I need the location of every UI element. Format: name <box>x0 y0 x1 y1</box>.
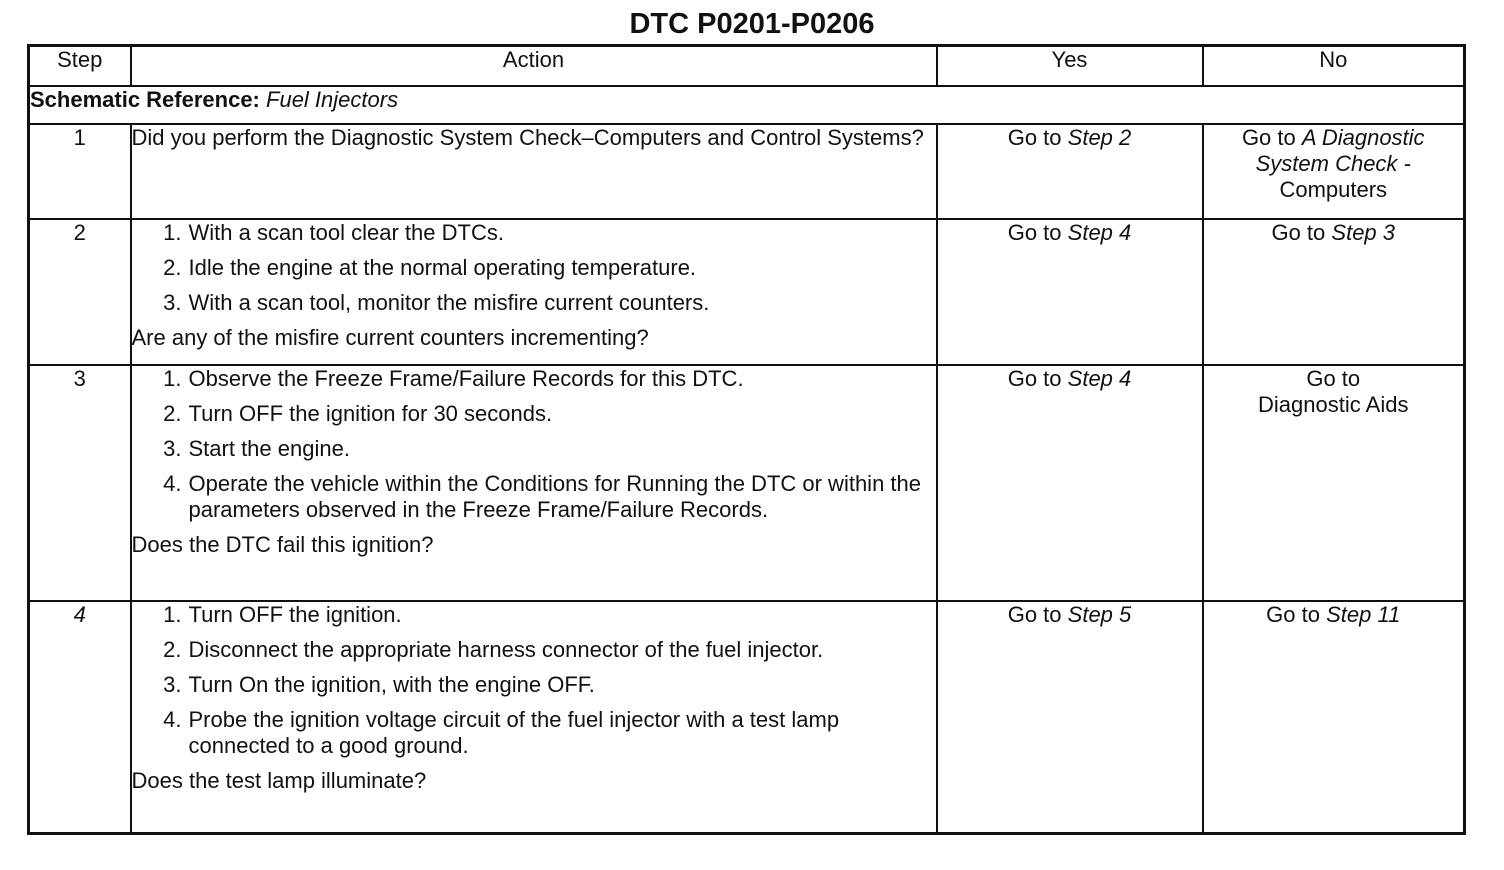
list-item: 1. Observe the Freeze Frame/Failure Records for this DTC. <box>163 366 744 391</box>
step-number: 3 <box>29 365 131 601</box>
list-item: 3. Start the engine. <box>163 436 350 461</box>
action-cell <box>131 124 937 219</box>
schematic-label: Schematic Reference: <box>30 87 260 112</box>
table-row <box>29 365 1465 601</box>
schematic-row <box>29 86 1465 124</box>
list-item: 3. With a scan tool, monitor the misfire current counters. <box>163 290 710 315</box>
no-target-link[interactable]: Step 3 <box>1331 220 1396 245</box>
step-number: 1 <box>29 124 131 219</box>
header-step: Step <box>29 46 131 87</box>
no-cell <box>1203 124 1465 219</box>
no-cell <box>1203 219 1465 365</box>
table-row <box>29 601 1465 833</box>
action-cell <box>131 365 937 601</box>
action-cell <box>131 219 937 365</box>
list-item: 2. Turn OFF the ignition for 30 seconds. <box>163 401 553 426</box>
no-suffix: Computers <box>1279 177 1388 202</box>
yes-target-link[interactable]: Step 5 <box>1067 602 1132 627</box>
action-question: Did you perform the Diagnostic System Check–Computers and Control Systems? <box>131 125 924 150</box>
header-row <box>29 46 1465 87</box>
no-cell <box>1203 601 1465 833</box>
step-number: 4 <box>29 601 131 833</box>
action-list <box>132 220 936 316</box>
page-title: DTC P0201-P0206 <box>629 8 875 40</box>
action-question: Are any of the misfire current counters incrementing? <box>131 325 649 350</box>
action-question: Does the test lamp illuminate? <box>131 768 427 793</box>
schematic-reference <box>29 86 1465 124</box>
yes-prefix: Go to <box>1007 366 1062 391</box>
no-target-link[interactable]: Diagnostic Aids <box>1258 392 1409 417</box>
no-target-link[interactable]: A Diagnostic System Check - <box>1255 125 1425 176</box>
list-item: 4. Operate the vehicle within the Conditions for Running the DTC or within the parameters observed in the Freeze Frame/Failure Records. <box>163 471 921 522</box>
no-prefix: Go to <box>1266 602 1320 627</box>
yes-target-link[interactable]: Step 4 <box>1067 220 1132 245</box>
action-list <box>132 366 936 523</box>
list-item: 4. Probe the ignition voltage circuit of the fuel injector with a test lamp connected to a good ground. <box>163 707 840 758</box>
action-question: Does the DTC fail this ignition? <box>131 532 434 557</box>
yes-cell <box>937 219 1203 365</box>
no-target-link[interactable]: Step 11 <box>1326 602 1401 627</box>
header-action: Action <box>131 46 937 87</box>
yes-target-link[interactable]: Step 4 <box>1067 366 1132 391</box>
step-number: 2 <box>29 219 131 365</box>
no-cell <box>1203 365 1465 601</box>
no-prefix: Go to <box>1306 366 1361 391</box>
schematic-value: Fuel Injectors <box>266 87 399 112</box>
header-yes: Yes <box>937 46 1203 87</box>
no-prefix: Go to <box>1241 125 1296 150</box>
list-item: 1. Turn OFF the ignition. <box>163 602 402 627</box>
diagnostic-table <box>27 44 1466 835</box>
list-item: 2. Disconnect the appropriate harness connector of the fuel injector. <box>163 637 824 662</box>
list-item: 3. Turn On the ignition, with the engine OFF. <box>163 672 595 697</box>
table-row <box>29 124 1465 219</box>
yes-target-link[interactable]: Step 2 <box>1067 125 1132 150</box>
no-prefix: Go to <box>1271 220 1326 245</box>
yes-cell <box>937 601 1203 833</box>
list-item: 2. Idle the engine at the normal operating temperature. <box>163 255 697 280</box>
table-row <box>29 219 1465 365</box>
yes-prefix: Go to <box>1007 125 1062 150</box>
action-list <box>132 602 936 759</box>
yes-cell <box>937 365 1203 601</box>
yes-prefix: Go to <box>1007 220 1062 245</box>
action-cell <box>131 601 937 833</box>
header-no: No <box>1203 46 1465 87</box>
yes-cell <box>937 124 1203 219</box>
list-item: 1. With a scan tool clear the DTCs. <box>163 220 504 245</box>
yes-prefix: Go to <box>1007 602 1062 627</box>
